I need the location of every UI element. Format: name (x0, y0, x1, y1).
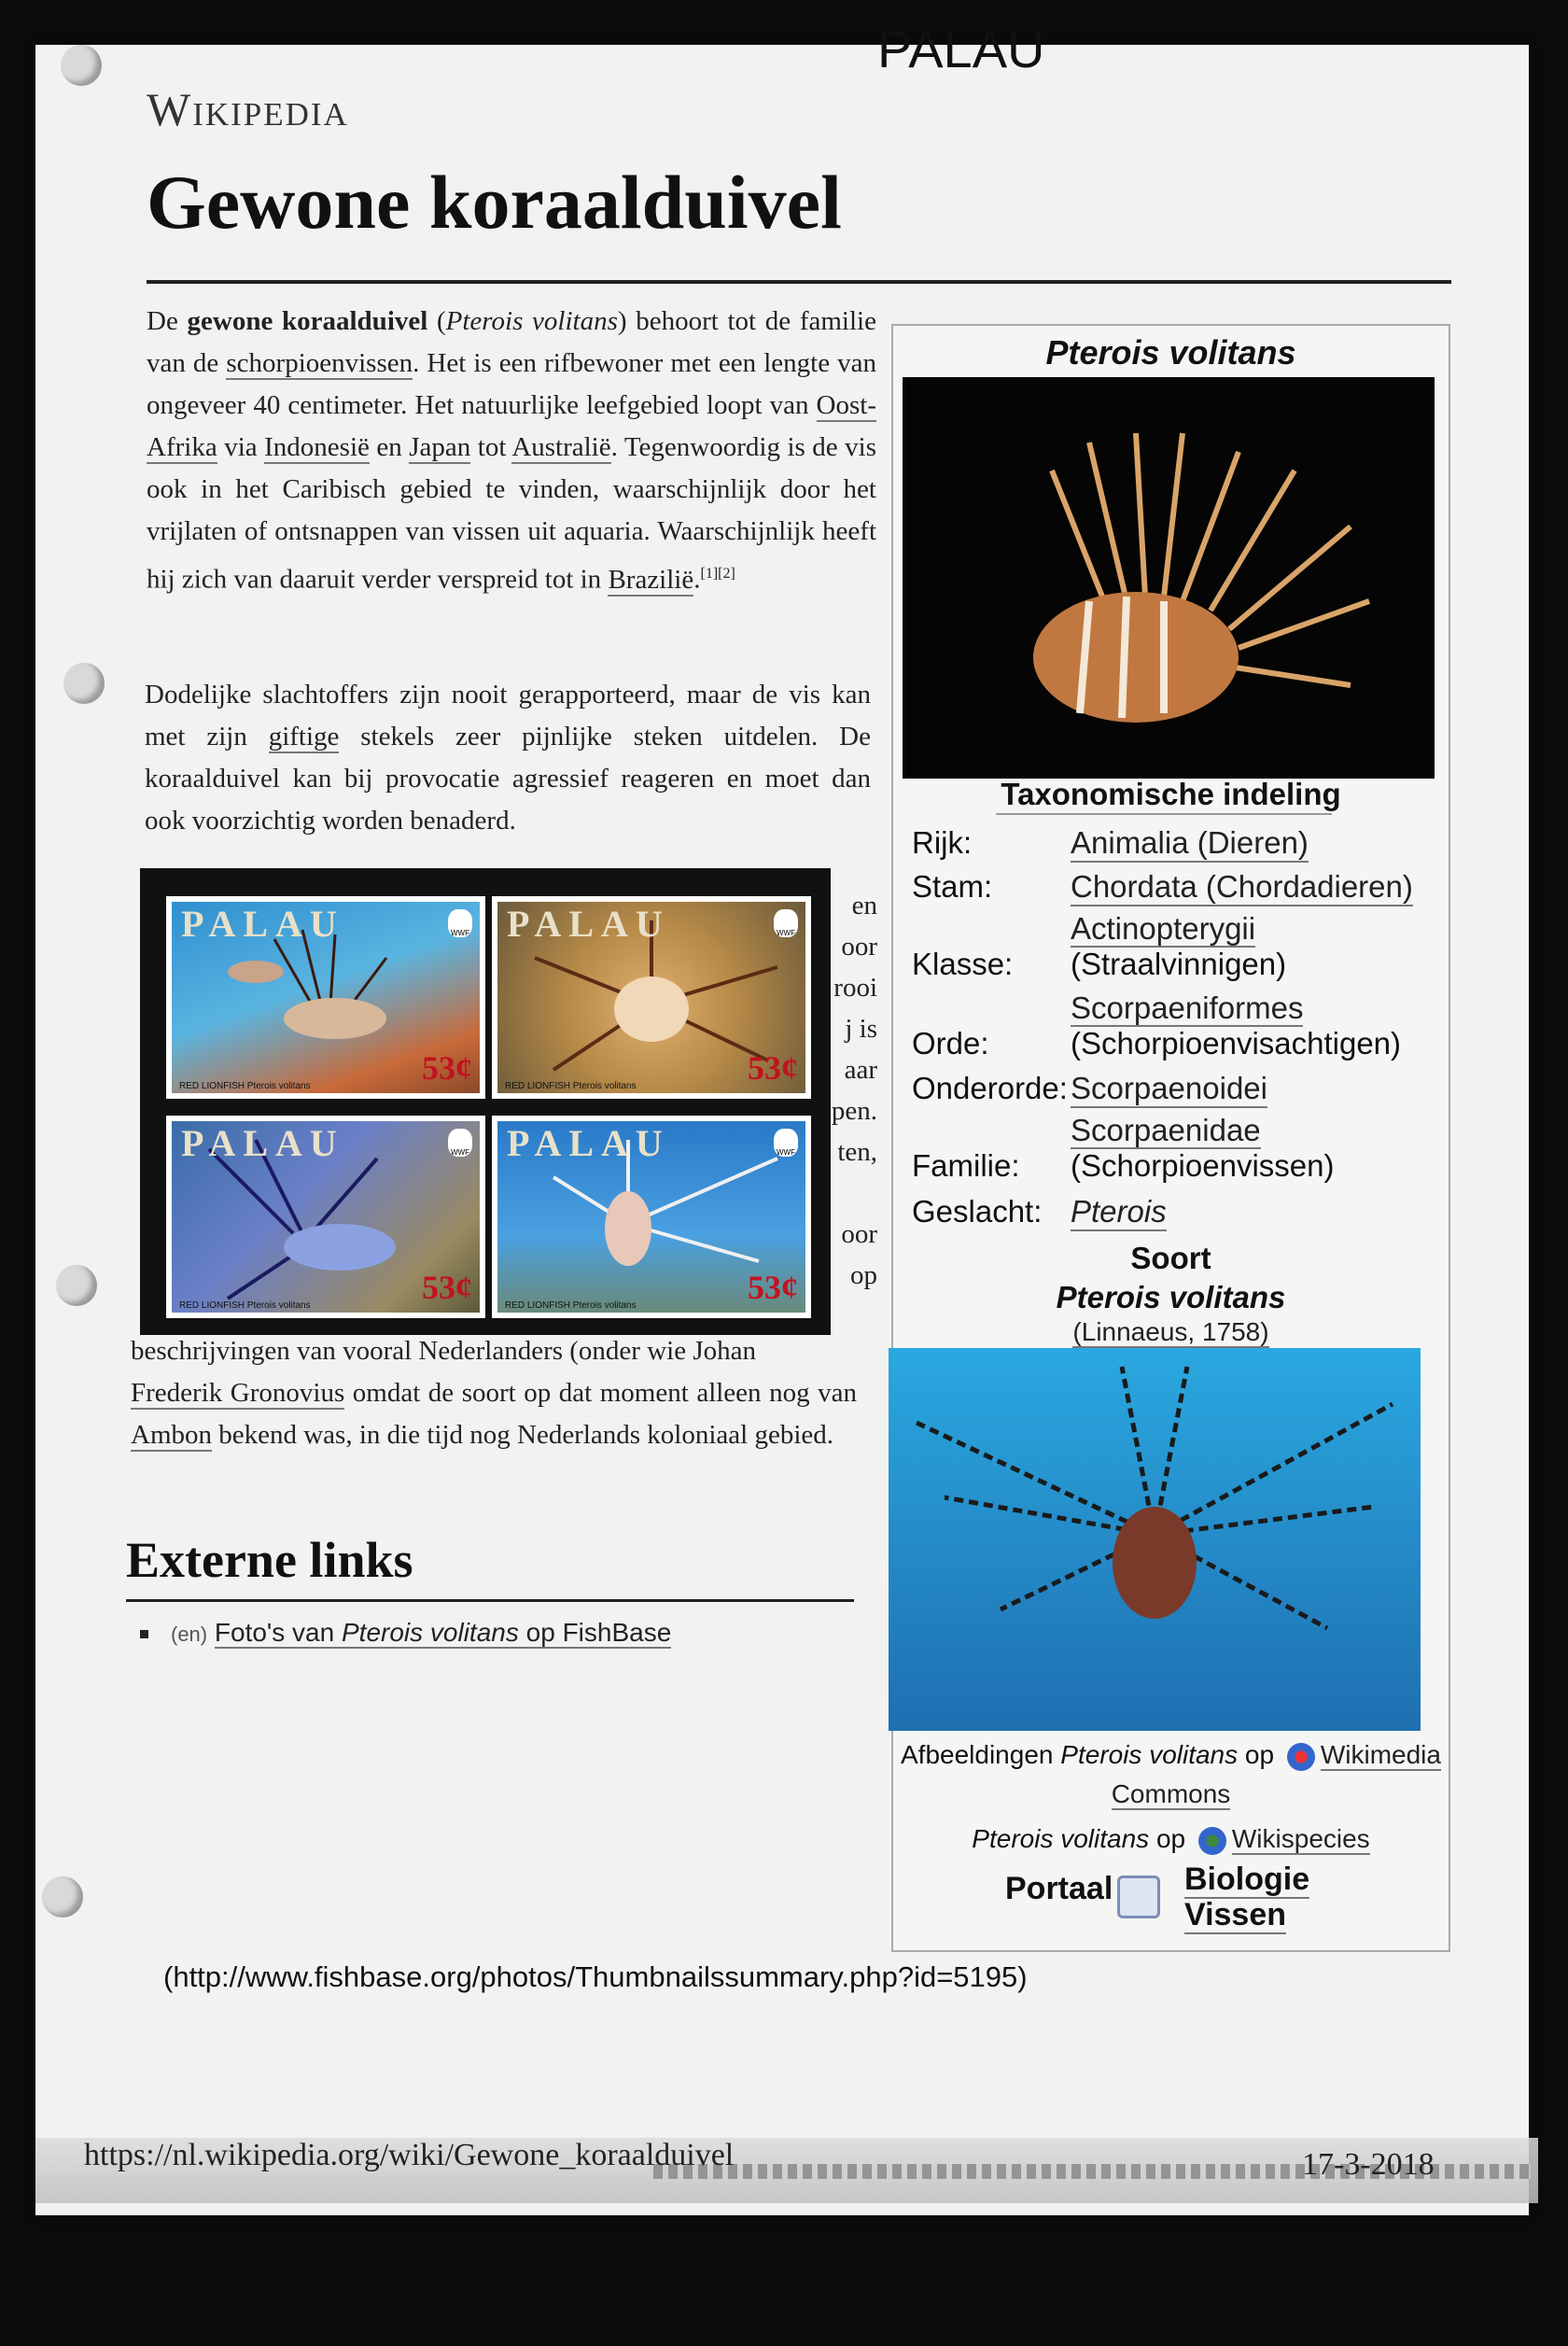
stamp-country: PALAU (507, 1122, 670, 1164)
wwf-logo-icon: WWF (448, 1129, 472, 1157)
intro-paragraph: De gewone koraalduivel (Pterois volitans) behoort tot de familie van de schorpioenvissen. Het is een rifbewoner met een lengte van ongeveer 40 centimeter. Het natuurlijke leefgebied loopt van Oost-Afrika via Indonesië en Japan tot Australië. Tegenwoordig is de vis ook in het Caribisch gebied te vinden, waarschijnlijk door het vrijlaten of ontsnappen van vissen uit aquaria. Waarschijnlijk heeft hij zich van daaruit verder verspreid tot in Brazilië.[1][2] (147, 306, 877, 595)
stamp-value: 53¢ (748, 1049, 798, 1087)
link-ambon[interactable]: Ambon (131, 1420, 212, 1450)
puzzle-portal-icon (1117, 1875, 1160, 1918)
portal-label: Portaal (1005, 1871, 1113, 1906)
punch-hole (63, 663, 105, 704)
punch-hole (61, 45, 102, 86)
portal-biologie-link[interactable]: Biologie (1184, 1861, 1310, 1897)
link-animalia[interactable]: Animalia (Dieren) (1071, 825, 1309, 863)
footer-url: https://nl.wikipedia.org/wiki/Gewone_koraalduivel (84, 2138, 735, 2172)
stamp-caption: RED LIONFISH Pterois volitans (179, 1300, 311, 1311)
punch-hole (56, 1265, 97, 1306)
external-links-heading: Externe links (126, 1532, 413, 1588)
section-divider (126, 1599, 854, 1602)
link-pterois[interactable]: Pterois (1071, 1194, 1167, 1231)
wwf-logo-icon: WWF (448, 909, 472, 937)
link-brazilie[interactable]: Brazilië (608, 564, 694, 595)
portal-links (1184, 1861, 1309, 1932)
species-name: Pterois volitans (1056, 1280, 1286, 1314)
link-scorpaeniformes[interactable]: Scorpaeniformes (1071, 990, 1304, 1025)
stamp-caption: RED LIONFISH Pterois volitans (505, 1300, 637, 1311)
stamp-block (140, 868, 831, 1335)
link-actinopterygii[interactable]: Actinopterygii (1071, 911, 1256, 946)
commons-line-2 (893, 1779, 1449, 1809)
danger-paragraph: Dodelijke slachtoffers zijn nooit gerapporteerd, maar de vis kan met zijn giftige stekels zeer pijnlijke steken uitdelen. De koraalduivel kan bij provocatie agressief reageren en moet dan ook voorzichtig worden benaderd. (145, 680, 871, 836)
stamp-country: PALAU (181, 903, 344, 945)
species-authority: (Linnaeus, 1758) (1072, 1317, 1269, 1346)
punch-hole (42, 1876, 83, 1918)
external-link-item: (en) Foto's van Pterois volitans op FishBase (140, 1618, 671, 1648)
stamp-value: 53¢ (422, 1049, 472, 1087)
taxonomy-underline (996, 813, 1332, 815)
wwf-logo-icon: WWF (774, 909, 798, 937)
portal-vissen-link[interactable]: Vissen (1184, 1897, 1287, 1932)
tax-row-onderorde: Onderorde:Scorpaenoidei (912, 1071, 1267, 1108)
wikimedia-link[interactable]: Wikimedia (1320, 1740, 1441, 1769)
tax-row-klasse: Klasse:Actinopterygii (Straalvinnigen) (912, 911, 1287, 981)
source-url-note: (http://www.fishbase.org/photos/Thumbnailssummary.php?id=5195) (163, 1960, 1028, 1993)
footer-date: 17-3-2018 (1302, 2147, 1435, 2182)
tax-row-orde: Orde:Scorpaeniformes (Schorpioenvisachtigen) (912, 990, 1402, 1061)
lionfish-photo-illustration (903, 377, 1435, 779)
tax-row-geslacht: Geslacht: Pterois (912, 1194, 1167, 1231)
stamp-1 (166, 896, 485, 1099)
naming-paragraph-tail: beschrijvingen van vooral Nederlanders (onder wie Johan Frederik Gronovius omdat de soort op dat moment alleen nog van Ambon bekend was, in die tijd nog Nederlands koloniaal gebied. (131, 1336, 858, 1450)
stamp-value: 53¢ (422, 1269, 472, 1306)
fishbase-link[interactable]: Foto's van Pterois volitans op FishBase (214, 1618, 672, 1647)
stamp-3 (166, 1116, 485, 1318)
title-divider (147, 280, 1451, 284)
link-gronovius[interactable]: Frederik Gronovius (131, 1378, 345, 1408)
bullet-icon (140, 1630, 148, 1638)
link-giftige[interactable]: giftige (268, 722, 340, 752)
wikispecies-icon (1198, 1827, 1226, 1855)
tax-row-stam: Stam: Chordata (Chordadieren) (912, 869, 1413, 906)
stamp-caption: RED LIONFISH Pterois volitans (505, 1081, 637, 1091)
link-schorpioenvissen[interactable]: schorpioenvissen (226, 348, 413, 378)
link-indonesie[interactable]: Indonesië (264, 432, 370, 462)
link-australie[interactable]: Australië (511, 432, 611, 462)
stamp-country: PALAU (507, 903, 670, 945)
species-heading: Soort (1130, 1241, 1211, 1275)
commons-line: Afbeeldingen Pterois volitans op Wikimedia (901, 1740, 1441, 1769)
covered-paragraph-fragments: en oor rooi j is aar pen. ten, oor op (831, 891, 877, 1290)
lionfish-photo-2-illustration (889, 1348, 1421, 1731)
lionfish-photo-2 (889, 1348, 1421, 1731)
wikispecies-line: Pterois volitans op Wikispecies (972, 1824, 1370, 1853)
lionfish-photo (903, 377, 1435, 779)
wikimedia-commons-icon (1287, 1743, 1315, 1771)
stamp-caption: RED LIONFISH Pterois volitans (179, 1081, 311, 1091)
wikispecies-link[interactable]: Wikispecies (1231, 1824, 1370, 1853)
top-country-fragment: PALAU (877, 20, 1045, 78)
tax-row-rijk: Rijk: Animalia (Dieren) (912, 825, 1309, 863)
references[interactable]: [1][2] (700, 566, 735, 582)
stamp-value: 53¢ (748, 1269, 798, 1306)
commons-link[interactable]: Commons (1111, 1779, 1231, 1808)
taxobox (891, 324, 1450, 1952)
wikipedia-logo: Wikipedia (147, 83, 349, 135)
link-japan[interactable]: Japan (409, 432, 471, 462)
link-scorpaenoidei[interactable]: Scorpaenoidei (1071, 1071, 1267, 1108)
stamp-country: PALAU (181, 1122, 344, 1164)
taxonomy-heading: Taxonomische indeling (1001, 777, 1341, 811)
wwf-logo-icon: WWF (774, 1129, 798, 1157)
page-title: Gewone koraalduivel (147, 160, 842, 245)
stamp-4 (492, 1116, 811, 1318)
stamp-2 (492, 896, 811, 1099)
taxobox-title: Pterois volitans (1045, 333, 1296, 372)
link-scorpaenidae[interactable]: Scorpaenidae (1071, 1113, 1261, 1147)
link-chordata[interactable]: Chordata (Chordadieren) (1071, 869, 1413, 906)
link-oost-afrika[interactable]: Oost-Afrika (147, 390, 876, 462)
tax-row-familie: Familie:Scorpaenidae (Schorpioenvissen) (912, 1113, 1335, 1183)
